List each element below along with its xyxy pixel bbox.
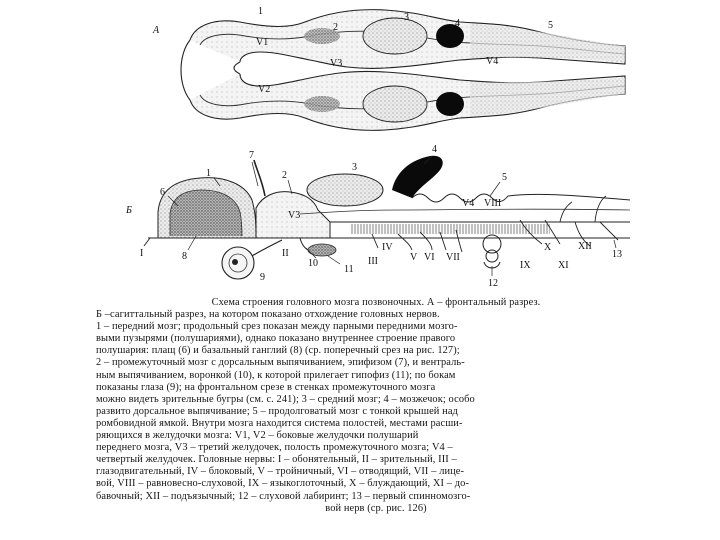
nerve-label-VIII: VIII [484,198,502,209]
figure-a-diencephalon-lower [304,96,340,112]
figure-b-label-3: 3 [352,162,357,173]
figure-a-label-5: 5 [548,20,553,31]
figure-a-midbrain-lower [363,86,427,122]
caption-line: бавочный; XII – подъязычный; 12 – слуховой лабиринт; 13 – первый спинномозго- [96,490,471,502]
figure-b-label-10: 10 [308,258,318,269]
caption-line: Схема строения головного мозга позвоночных. А – фронтальный разрез. [211,297,541,308]
figure-b-optic-nerve [252,240,282,256]
figure-b-label-2: 2 [282,170,287,181]
nerve-label-V: V [410,252,418,263]
figure-a-cerebellum-lower [436,92,464,116]
figure-b-brain-floor [350,224,550,234]
caption-line: Б –сагиттальный разрез, на котором показано отхождение головных нервов. [96,309,440,321]
nerve-label-XI: XI [558,260,569,271]
caption-line: ряющихся в желудочки мозга: V1, V2 – боковые желудочки полушарий [96,430,419,442]
caption-line: полушария: плащ (6) и базальный ганглий (8) (ср. поперечный срез на рис. 127); [96,345,460,357]
figure-a-medulla-lower [470,78,625,116]
figure-b-label-4: 4 [432,144,437,155]
figure-caption [96,297,656,515]
figure-a-letter: А [153,25,160,36]
caption-line: ным выпячиванием, воронкой (10), к которой прилегает гипофиз (11); по бокам [96,369,456,381]
caption-line: вой, VIII – равновесно-слуховой, IX – языкоглоточный, X – блуждающий, XI – до- [96,478,470,490]
figure-a-ventricle-v2: V2 [258,84,271,95]
figure-a-label-1: 1 [258,6,263,17]
figure-b-ventricle-cavity [300,209,630,214]
figure-b-medulla-roof [412,194,630,202]
figure-a-ventricle-v1: V1 [256,37,269,48]
figure-b-label-1: 1 [206,168,211,179]
figure-b-label-5: 5 [502,172,507,183]
figure-b-letter: Б [126,205,132,216]
figure-b-sagittal-section [125,144,630,289]
figure-a-midbrain-upper [363,18,427,54]
caption-line: переднего мозга, V3 – третий желудочек, полость промежуточного мозга; V4 – [96,442,453,454]
figure-a-label-4: 4 [455,18,460,29]
nerve-label-IV: IV [382,242,393,253]
figure-a-frontal-section [152,6,625,130]
nerve-label-VI: VI [424,252,435,263]
figure-b-label-12: 12 [488,278,498,289]
nerve-label-XII: XII [578,241,592,252]
figure-b-label-11: 11 [344,264,354,275]
figure-a-label-3: 3 [404,12,409,23]
figure-b-label-7: 7 [249,150,254,161]
figure-b-eye [222,247,254,279]
caption-line: показаны глаза (9); на фронтальном срезе в стенках промежуточного мозга [96,381,436,393]
caption-line: вой нерв (ср. рис. 126) [325,502,427,514]
caption-line: развито дорсальное выпячивание; 5 – продолговатый мозг с тонкой крышей над [96,405,458,417]
figure-b-cerebellum [392,156,443,198]
figure-b-label-9: 9 [260,272,265,283]
nerve-label-I: I [140,248,144,259]
figure-b-label-8: 8 [182,251,187,262]
figure-a-ventricle-v4: V4 [486,56,499,67]
figure-a-ventricle-v3: V3 [330,58,343,69]
figure-b-midbrain [307,174,383,206]
caption-line: глазодвигательный, IV – блоковый, V – тройничный, VI – отводящий, VII – лице- [96,466,465,478]
nerve-label-IX: IX [520,260,531,271]
nerve-label-X: X [544,242,552,253]
figure-b-labyrinth [483,235,501,268]
caption-line: выми пузырями (полушариями), однако показано внутреннее строение правого [96,333,456,345]
caption-line: можно видеть зрительные бугры (см. с. 241); 3 – средний мозг; 4 – мозжечок; особо [96,393,475,405]
caption-line: 1 – передний мозг; продольный срез показан между парными передними мозго- [96,321,458,333]
figure-a-label-2: 2 [333,22,338,33]
nerve-label-III: III [368,256,378,267]
figure-b-label-6: 6 [160,187,165,198]
figure-b-ventricle-v3: V3 [288,210,301,221]
caption-line: четвертый желудочек. Головные нервы: I – обонятельный, II – зрительный, III – [96,454,457,466]
caption-line: 2 – промежуточный мозг с дорсальным выпячиванием, эпифизом (7), и вентраль- [96,357,465,369]
figure-b-ventricle-v4: V4 [462,198,475,209]
nerve-label-VII: VII [446,252,460,263]
figure-b-label-13: 13 [612,249,622,260]
nerve-label-II: II [282,248,289,259]
caption-line: ромбовидной ямкой. Внутри мозга находится система полостей, местами расши- [96,417,463,429]
